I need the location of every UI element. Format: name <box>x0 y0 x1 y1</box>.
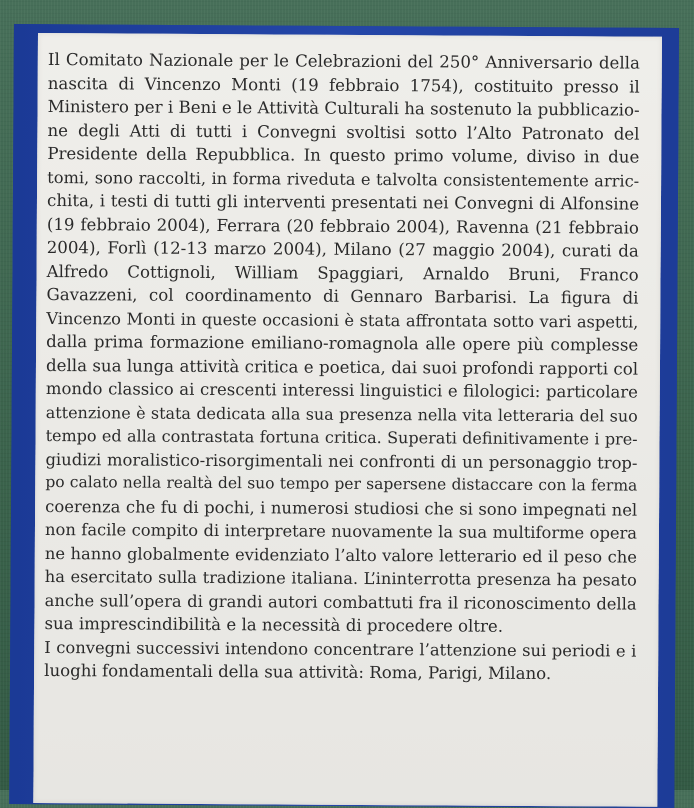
text-line: (19 febbraio 2004), Ferrara (20 febbraio 2004), Ravenna (21 febbraio <box>46 214 639 238</box>
body-text <box>44 48 640 686</box>
text-line: tempo ed alla contrastata fortuna critica. Superati definitivamente i pre- <box>45 425 638 449</box>
text-line: anche sull’opera di grandi autori combattuti fra il riconoscimento della <box>44 590 637 614</box>
text-line: Presidente della Repubblica. In questo primo volume, diviso in due <box>47 143 640 167</box>
text-line: sua imprescindibilità e la necessità di procedere oltre. <box>44 613 504 636</box>
text-line: non facile compito di interpretare nuovamente la sua multiforme opera <box>45 519 638 543</box>
text-line: I convegni successivi intendono concentrare l’attenzione sui periodi e i <box>44 637 637 661</box>
text-line: Vincenzo Monti in queste occasioni è stata affrontata sotto vari aspetti, <box>46 308 639 332</box>
text-line: Alfredo Cottignoli, William Spaggiari, Arnaldo Bruni, Franco <box>46 261 639 285</box>
text-line: luoghi fondamentali della sua attività: Roma, Parigi, Milano. <box>44 660 552 684</box>
text-line: Ministero per i Beni e le Attività Culturali ha sostenuto la pubblicazio- <box>47 96 640 120</box>
text-line: dalla prima formazione emiliano-romagnola alle opere più complesse <box>46 331 639 355</box>
text-line: attenzione è stata dedicata alla sua presenza nella vita letteraria del suo <box>45 402 638 426</box>
text-line: della sua lunga attività critica e poetica, dai suoi profondi rapporti col <box>46 355 639 379</box>
text-line: po calato nella realtà del suo tempo per sapersene distaccare con la ferma <box>45 472 638 495</box>
text-line: giudizi moralistico-risorgimentali nei confronti di un personaggio trop- <box>45 449 638 473</box>
text-line: mondo classico ai crescenti interessi linguistici e filologici: particolare <box>45 378 638 402</box>
text-line: tomi, sono raccolti, in forma riveduta e talvolta consistentemente arric- <box>47 167 640 191</box>
text-line: Il Comitato Nazionale per le Celebrazioni del 250° Anniversario della <box>47 49 640 73</box>
text-line: 2004), Forlì (12-13 marzo 2004), Milano (27 maggio 2004), curati da <box>46 237 639 261</box>
text-line: ne degli Atti di tutti i Convegni svoltisi sotto l’Alto Patronato del <box>47 120 640 144</box>
text-line: ne hanno globalmente evidenziato l’alto valore letterario ed il peso che <box>44 543 637 567</box>
text-line: chita, i testi di tutti gli interventi presentati nei Convegni di Alfonsine <box>47 190 640 214</box>
text-line: Gavazzeni, col coordinamento di Gennaro Barbarisi. La figura di <box>46 284 639 308</box>
text-line: coerenza che fu di pochi, i numerosi studiosi che si sono impegnati nel <box>45 496 638 520</box>
text-line: nascita di Vincenzo Monti (19 febbraio 1754), costituito presso il <box>47 73 640 97</box>
text-line: ha esercitato sulla tradizione italiana. L’ininterrotta presenza ha pesato <box>44 566 637 590</box>
